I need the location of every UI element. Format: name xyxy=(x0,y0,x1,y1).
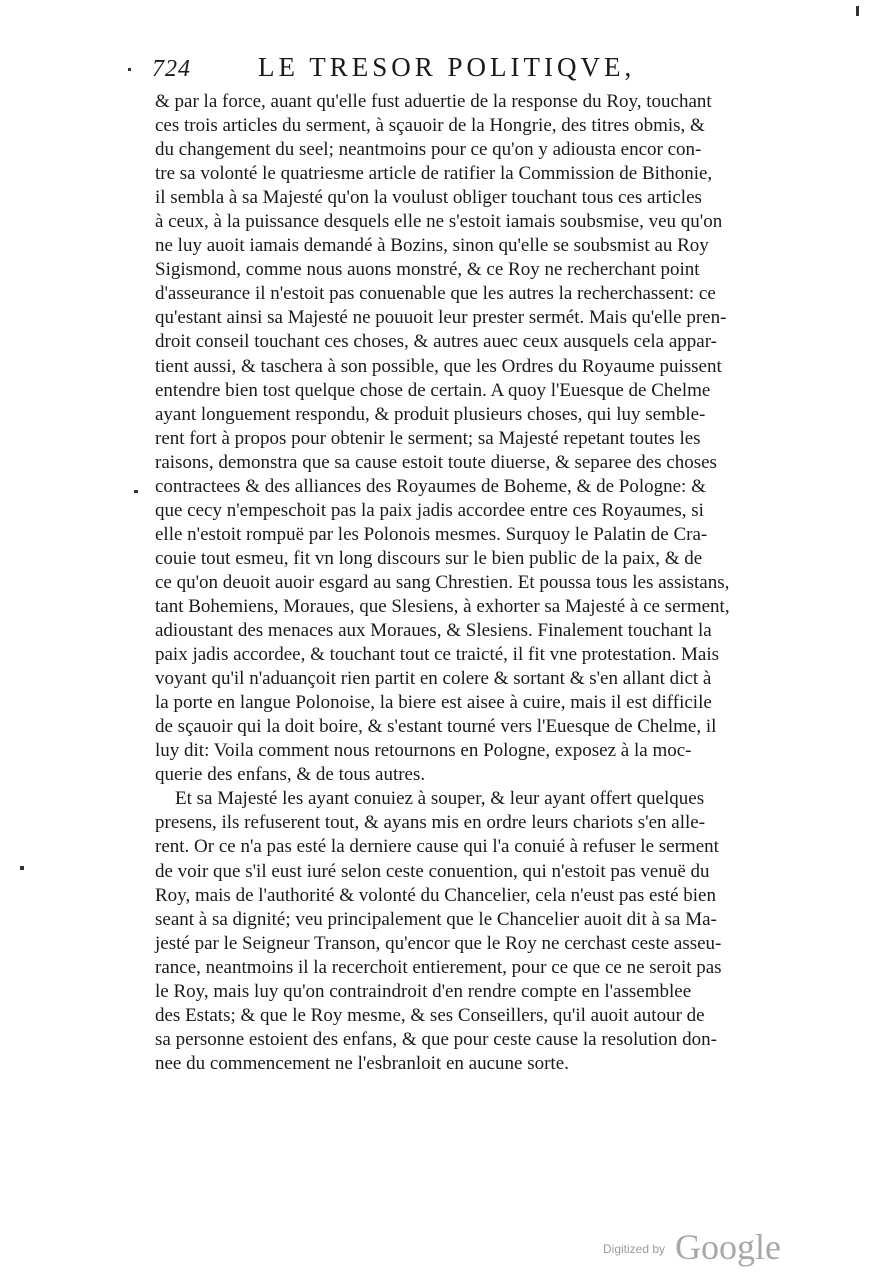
text-line: tant Bohemiens, Moraues, que Slesiens, à exhorter sa Majesté à ce serment, xyxy=(155,595,730,617)
ink-mark-top-right xyxy=(856,6,859,16)
ink-mark-margin-left-1 xyxy=(128,68,131,71)
body-text xyxy=(155,90,780,1076)
text-line: contractees & des alliances des Royaumes de Boheme, & de Pologne: & xyxy=(155,475,706,497)
text-line: ces trois articles du serment, à sçauoir de la Hongrie, des titres obmis, & xyxy=(155,115,705,137)
text-line: Roy, mais de l'authorité & volonté du Chancelier, cela n'eust pas esté bien xyxy=(155,884,716,906)
text-line: & par la force, auant qu'elle fust aduertie de la response du Roy, touchant xyxy=(155,91,712,112)
text-line: il sembla à sa Majesté qu'on la voulust obliger touchant tous ces articles xyxy=(155,187,702,209)
ink-mark-margin-left-3 xyxy=(20,866,24,870)
text-line: du changement du seel; neantmoins pour ce qu'on y adiousta encor con- xyxy=(155,139,702,161)
text-line: couie tout esmeu, fit vn long discours sur le bien public de la paix, & de xyxy=(155,547,703,569)
text-line: le Roy, mais luy qu'on contraindroit d'en rendre compte en l'assemblee xyxy=(155,980,692,1002)
text-line: nee du commencement ne l'esbranloit en aucune sorte. xyxy=(155,1052,569,1074)
text-line: ayant longuement respondu, & produit plusieurs choses, qui luy semble- xyxy=(155,403,706,425)
text-line: la porte en langue Polonoise, la biere est aisee à cuire, mais il est difficile xyxy=(155,692,712,714)
text-line: des Estats; & que le Roy mesme, & ses Conseillers, qu'il auoit autour de xyxy=(155,1004,705,1026)
text-line: presens, ils refuserent tout, & ayans mis en ordre leurs chariots s'en alle- xyxy=(155,812,706,834)
text-line: paix jadis accordee, & touchant tout ce traicté, il fit vne protestation. Mais xyxy=(155,644,720,666)
text-line: raisons, demonstra que sa cause estoit toute diuerse, & separee des choses xyxy=(155,451,717,473)
text-line: ce qu'on deuoit auoir esgard au sang Chrestien. Et poussa tous les assistans, xyxy=(155,571,730,593)
text-line: seant à sa dignité; veu principalement que le Chancelier auoit dit à sa Ma- xyxy=(155,908,717,930)
text-line: rance, neantmoins il la recerchoit entierement, pour ce que ce ne seroit pas xyxy=(155,956,722,978)
ink-mark-margin-left-2 xyxy=(134,490,138,493)
text-line: sa personne estoient des enfans, & que pour ceste cause la resolution don- xyxy=(155,1028,717,1050)
paragraph-start-line: Et sa Majesté les ayant conuiez à souper, & leur ayant offert quelques xyxy=(175,788,705,810)
text-line: voyant qu'il n'aduançoit rien partit en colere & sortant & s'en allant dict à xyxy=(155,668,712,690)
text-line: jesté par le Seigneur Transon, qu'encor que le Roy ne cerchast ceste asseu- xyxy=(155,932,722,954)
text-line: rent fort à propos pour obtenir le serment; sa Majesté repetant toutes les xyxy=(155,427,701,449)
text-line: adioustant des menaces aux Moraues, & Slesiens. Finalement touchant la xyxy=(155,620,712,642)
google-logo: Google xyxy=(675,1227,781,1267)
text-line: entendre bien tost quelque chose de certain. A quoy l'Euesque de Chelme xyxy=(155,379,711,401)
running-title: LE TRESOR POLITIQVE, xyxy=(258,52,636,82)
digitized-by-label: Digitized by xyxy=(603,1242,666,1256)
text-line: à ceux, à la puissance desquels elle ne s'estoit iamais soubsmise, veu qu'on xyxy=(155,211,723,233)
text-line: elle n'estoit rompuë par les Polonois mesmes. Surquoy le Palatin de Cra- xyxy=(155,523,708,545)
text-line: ne luy auoit iamais demandé à Bozins, sinon qu'elle se soubsmist au Roy xyxy=(155,235,709,257)
text-line: querie des enfans, & de tous autres. xyxy=(155,764,426,786)
text-line: tient aussi, & taschera à son possible, que les Ordres du Royaume puissent xyxy=(155,355,722,377)
text-line: droit conseil touchant ces choses, & autres auec ceux ausquels cela appar- xyxy=(155,331,718,353)
text-line: Sigismond, comme nous auons monstré, & ce Roy ne recherchant point xyxy=(155,259,700,281)
text-line: de voir que s'il eust iuré selon ceste conuention, qui n'estoit pas venuë du xyxy=(155,860,710,882)
text-line: de sçauoir qui la doit boire, & s'estant tourné vers l'Euesque de Chelme, il xyxy=(155,716,717,738)
page-number: 724 xyxy=(152,56,191,82)
text-line: rent. Or ce n'a pas esté la derniere cause qui l'a conuié à refuser le serment xyxy=(155,836,719,858)
text-line: luy dit: Voila comment nous retournons en Pologne, exposez à la moc- xyxy=(155,740,692,762)
text-line: qu'estant ainsi sa Majesté ne pouuoit leur prester sermét. Mais qu'elle pren- xyxy=(155,307,727,329)
text-line: d'asseurance il n'estoit pas conuenable que les autres la recherchassent: ce xyxy=(155,283,716,305)
text-line: tre sa volonté le quatriesme article de ratifier la Commission de Bithonie, xyxy=(155,163,713,185)
text-line: que cecy n'empeschoit pas la paix jadis accordee entre ces Royaumes, si xyxy=(155,499,704,521)
running-head xyxy=(148,52,788,88)
digitized-by-watermark xyxy=(603,1227,793,1270)
